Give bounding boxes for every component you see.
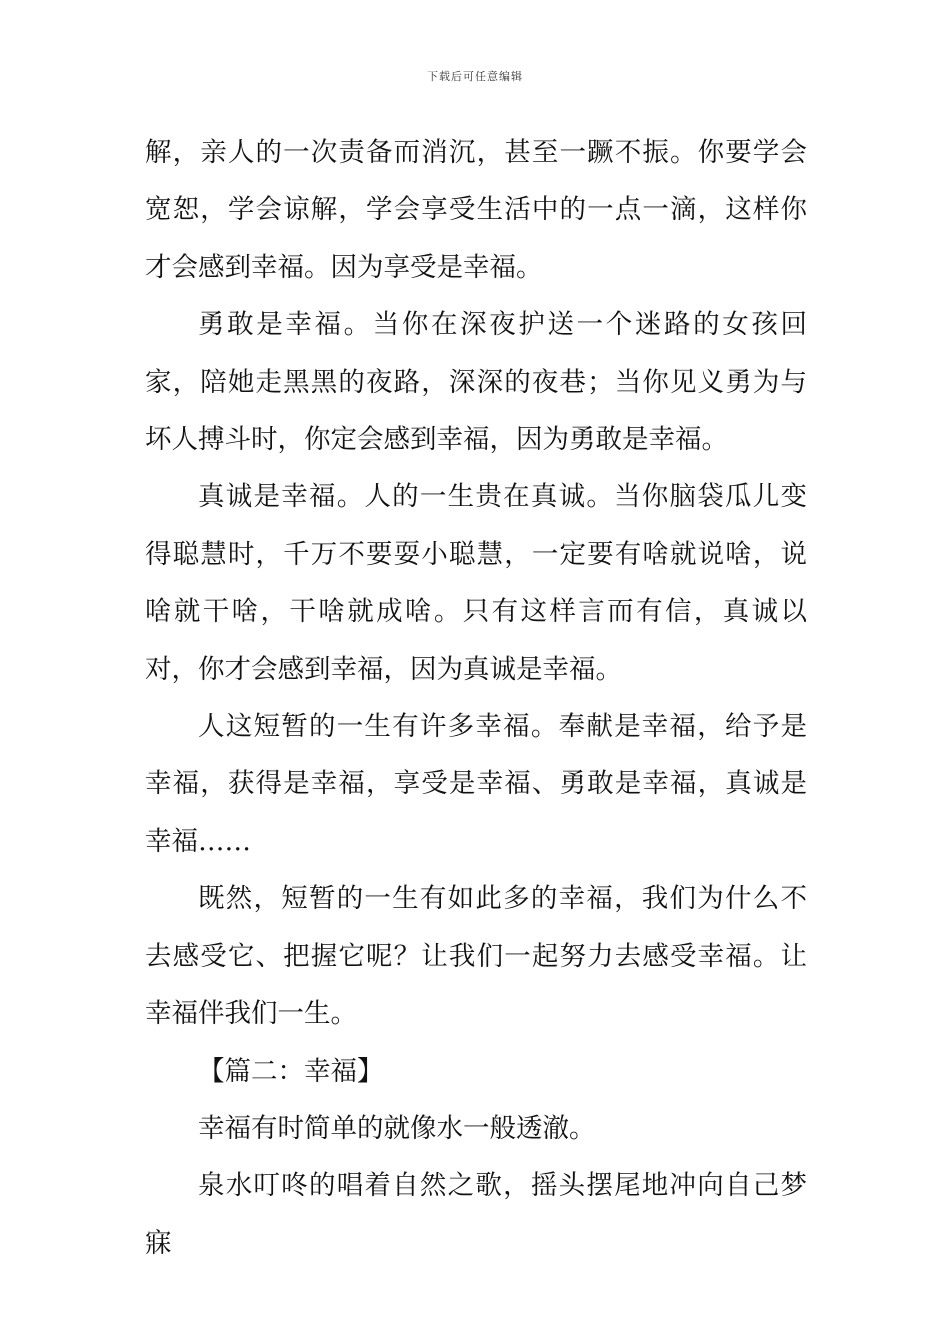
section-heading: 【篇二：幸福】 [198,1055,384,1087]
paragraph-courage: 勇敢是幸福。当你在深夜护送一个迷路的女孩回家，陪她走黑黑的夜路，深深的夜巷；当你见义勇为与坏人搏斗时，你定会感到幸福，因为勇敢是幸福。 [145,309,807,456]
paragraph-simple-happiness: 幸福有时简单的就像水一般透澈。 [198,1112,596,1144]
paragraph-enjoyment: 解，亲人的一次责备而消沉，甚至一蹶不振。你要学会宽恕，学会谅解，学会享受生活中的一点一滴，这样你才会感到幸福。因为享受是幸福。 [145,137,807,283]
paragraph-spring-water: 泉水叮咚的唱着自然之歌，摇头摆尾地冲向自己梦寐 [145,1170,807,1259]
paragraph-conclusion: 既然，短暂的一生有如此多的幸福，我们为什么不去感受它、把握它呢？让我们一起努力去感受幸福。让幸福伴我们一生。 [145,883,807,1030]
document-body [145,124,807,1272]
paragraph-sincerity: 真诚是幸福。人的一生贵在真诚。当你脑袋瓜儿变得聪慧时，千万不要耍小聪慧，一定要有啥就说啥，说啥就干啥，干啥就成啥。只有这样言而有信，真诚以对，你才会感到幸福，因为真诚是幸福。 [145,481,807,685]
page-header: 下载后可任意编辑 [427,70,523,83]
paragraph-many-happiness: 人这短暂的一生有许多幸福。奉献是幸福，给予是幸福，获得是幸福，享受是幸福、勇敢是幸福，真诚是幸福…… [145,711,807,857]
